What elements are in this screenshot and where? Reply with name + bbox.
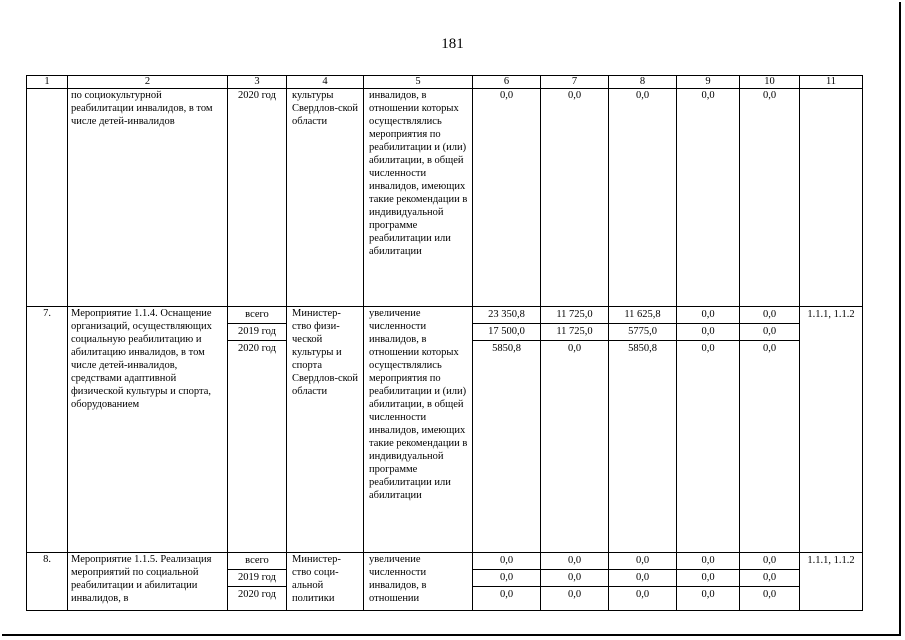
row-number: 7. [27,307,68,553]
value-column [541,307,609,553]
table-row [27,553,863,611]
row-name-text: Мероприятие 1.1.5. Реализация мероприятий по социальной реабилитации и абилитации инвалидов, в [71,554,212,604]
value-column [609,307,677,553]
value-cell: 0,0 [473,586,540,603]
row-indicator [364,553,473,611]
value-column [541,553,609,611]
value-cell: 0,0 [541,340,608,357]
row-years [228,553,287,611]
year-label: 2019 год [228,569,286,586]
value-cell: 0,0 [473,89,541,307]
row-years [228,89,287,307]
value-cell: 0,0 [609,569,676,586]
year-label: 2019 год [228,323,286,340]
row-executor [287,553,364,611]
value-cell: 0,0 [677,586,739,603]
value-cell: 0,0 [762,309,777,320]
row-name: Мероприятие 1.1.4. Оснащение организаций, осуществляющих социальную реабилитацию и абилитацию инвалидов, в том числе детей-инвалидов, средствами адаптивной физической культуры и спорта, оборудованием [68,307,228,553]
value-cell: 11 725,0 [556,309,593,320]
row-ref: 1.1.1, 1.1.2 [800,553,863,611]
value-cell: 0,0 [473,569,540,586]
value-cell: 0,0 [609,586,676,603]
row-indicator: увеличение численности инвалидов, в отношении которых осуществлялись мероприятия по реабилитации и (или) абилитации, в общей численности инвалидов, имеющих такие рекомендации в индивидуальной программе реабилитации или абилитации [364,307,473,553]
program-table [26,75,863,611]
header-cell: 7 [541,76,609,89]
header-cell: 3 [228,76,287,89]
page-number: 181 [441,36,464,52]
value-cell: 5775,0 [609,323,676,340]
year-label: всего [245,309,269,320]
value-cell: 0,0 [609,89,677,307]
header-cell: 6 [473,76,541,89]
row-indicator-text: увеличение численности инвалидов, в отношении [369,554,427,604]
value-cell: 0,0 [740,586,799,603]
table-row [27,89,863,307]
value-column [740,307,800,553]
row-executor: Министер-ство физи-ческой культуры и спорта Свердлов-ской области [287,307,364,553]
header-cell: 4 [287,76,364,89]
value-column [677,553,740,611]
row-executor: культуры Свердлов-ской области [287,89,364,307]
header-cell: 1 [27,76,68,89]
year-label: 2020 год [238,90,276,101]
header-cell: 2 [68,76,228,89]
row-ref [800,89,863,307]
header-cell: 5 [364,76,473,89]
row-number: 8. [27,553,68,611]
value-cell: 11 625,8 [624,309,661,320]
year-label: 2020 год [228,340,286,357]
value-cell: 0,0 [740,89,800,307]
value-column [473,553,541,611]
value-cell: 0,0 [701,309,715,320]
value-cell: 0,0 [541,586,608,603]
value-cell: 0,0 [740,340,799,357]
value-cell: 0,0 [762,555,777,566]
value-cell: 0,0 [677,340,739,357]
value-cell: 5850,8 [609,340,676,357]
value-cell: 5850,8 [473,340,540,357]
value-column [609,553,677,611]
value-cell: 17 500,0 [473,323,540,340]
row-number [27,89,68,307]
value-cell: 0,0 [740,569,799,586]
value-cell: 0,0 [567,555,582,566]
row-executor-text: Министер-ство соци-альной политики [292,554,341,604]
header-cell: 10 [740,76,800,89]
row-ref: 1.1.1, 1.1.2 [800,307,863,553]
header-cell: 9 [677,76,740,89]
row-name [68,553,228,611]
value-column [740,553,800,611]
header-cell: 8 [609,76,677,89]
value-column [473,307,541,553]
value-cell: 0,0 [541,569,608,586]
value-column [677,307,740,553]
row-indicator: инвалидов, в отношении которых осуществлялись мероприятия по реабилитации и (или) абилитации, в общей численности инвалидов, имеющих такие рекомендации в индивидуальной программе реабилитации или абилитации [364,89,473,307]
value-cell: 0,0 [677,323,739,340]
year-label: всего [245,555,269,566]
value-cell: 0,0 [499,555,514,566]
value-cell: 0,0 [701,555,715,566]
header-row [27,76,863,89]
value-cell: 0,0 [541,89,609,307]
header-cell: 11 [800,76,863,89]
value-cell: 0,0 [740,323,799,340]
value-cell: 0,0 [635,555,650,566]
row-name: по социокультурной реабилитации инвалидов, в том числе детей-инвалидов [68,89,228,307]
table-row [27,307,863,553]
value-cell: 0,0 [677,569,739,586]
value-cell: 0,0 [677,89,740,307]
year-label: 2020 год [228,586,286,603]
row-years [228,307,287,553]
value-cell: 11 725,0 [541,323,608,340]
value-cell: 23 350,8 [488,309,525,320]
